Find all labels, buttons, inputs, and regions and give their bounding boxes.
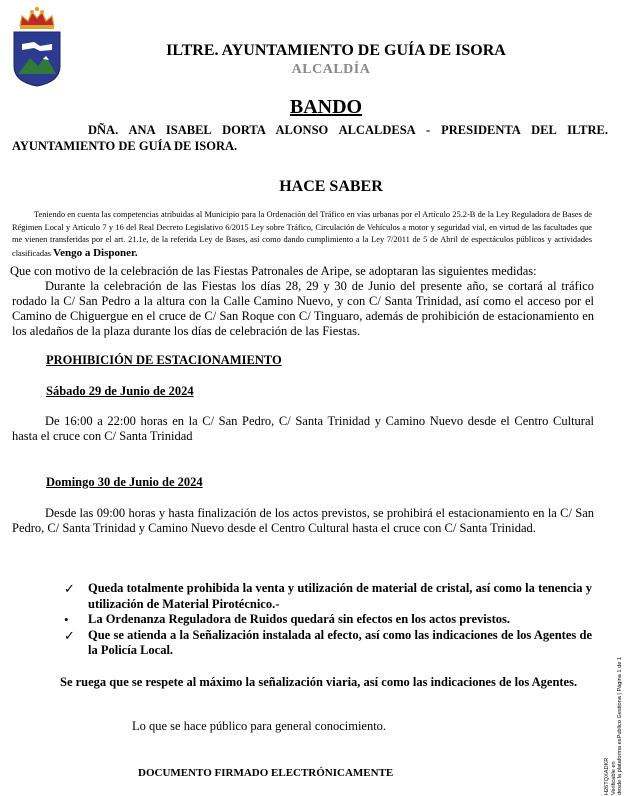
verification-code: H26TQXADKR xyxy=(604,757,610,795)
prohibition-heading: PROHIBICIÓN DE ESTACIONAMIENTO xyxy=(46,353,282,367)
measures-list xyxy=(64,581,592,659)
verification-platform: desde la plataforma esPublico Gestiona | Página 1 de 1 xyxy=(617,657,623,795)
sunday-paragraph: Desde las 09:00 horas y hasta finalización de los actos previstos, se prohibirá el estacionamiento en la C/ San Pedro, C/ Santa Trinidad y Camino Nuevo desde el Centro Cultural hasta el cruce con C/ Santa Trinidad. xyxy=(12,506,594,535)
issuer-line: DÑA. ANA ISABEL DORTA ALONSO ALCALDESA - PRESIDENTA DEL ILTRE. AYUNTAMIENTO DE GUÍA DE ISORA. xyxy=(12,123,608,153)
checkmark-icon: ✓ xyxy=(64,627,75,643)
list-item xyxy=(64,581,592,612)
page-title: ILTRE. AYUNTAMIENTO DE GUÍA DE ISORA xyxy=(166,42,506,59)
verification-line: Verificable en xyxy=(610,761,617,795)
saturday-heading: Sábado 29 de Junio de 2024 xyxy=(46,384,194,398)
list-item-text: Que se atienda a la Señalización instalada al efecto, así como las indicaciones de los Agentes de la Policía Local. xyxy=(88,627,592,657)
verification-sidebar xyxy=(604,555,630,795)
saturday-paragraph: De 16:00 a 22:00 horas en la C/ San Pedro, C/ Santa Trinidad y Camino Nuevo desde el Centro Cultural hasta el cruce con C/ Santa Trinidad xyxy=(12,414,594,443)
legal-basis-paragraph xyxy=(12,209,592,260)
vengo-a-disponer: Vengo a Disponer. xyxy=(53,246,138,259)
list-item-text: Queda totalmente prohibida la venta y utilización de material de cristal, así como la tenencia y utilización de Material Pirotécnico.- xyxy=(88,581,592,611)
bullet-icon: • xyxy=(64,612,69,627)
list-item xyxy=(64,612,592,628)
page-subtitle: ALCALDÍA xyxy=(291,62,371,77)
intro-paragraph: Que con motivo de la celebración de las Fiestas Patronales de Aripe, se adoptaran las siguientes medidas: xyxy=(10,264,537,278)
closing-line: Lo que se hace público para general conocimiento. xyxy=(132,719,387,733)
document-heading: BANDO xyxy=(289,96,363,118)
legal-basis-text: Teniendo en cuenta las competencias atribuidas al Municipio para la Ordenación del Tráfico en vías urbanas por el Artículo 25.2-B de la Ley Reguladora de Bases de Régimen Local y Artículo 7 y 16 del Real Decreto Legislativo 6/2015 Ley sobre Tráfico, Circulación de Vehículos a motor y seguridad vial, en virtud de las facultades que me vienen transferidas por el art. 21.1e, de la referida Ley de Bases, así como dando cumplimiento a la Ley 7/2011 de 5 de Abril de espectáculos públicos y actividades clasificadas xyxy=(12,210,592,258)
sunday-heading: Domingo 30 de Junio de 2024 xyxy=(46,475,203,489)
signature-line: DOCUMENTO FIRMADO ELECTRÓNICAMENTE xyxy=(138,767,394,779)
closure-paragraph: Durante la celebración de las Fiestas los días 28, 29 y 30 de Junio del presente año, se cortará al tráfico rodado la C/ San Pedro a la altura con la Calle Camino Nuevo, y con C/ Santa Trinidad, así como el acceso por el Camino de Chiguergue en el cruce de C/ San Roque con C/ Tinguaro, además de prohibición de estacionamiento en los aledaños de la plaza durante los días de celebración de las Fiestas. xyxy=(12,279,594,338)
verification-text xyxy=(604,555,624,795)
list-item xyxy=(64,628,592,659)
list-item-text: La Ordenanza Reguladora de Ruidos quedará sin efectos en los actos previstos. xyxy=(88,612,511,626)
checkmark-icon: ✓ xyxy=(64,581,75,596)
request-paragraph: Se ruega que se respete al máximo la señalización viaria, así como las indicaciones de los Agentes. xyxy=(60,675,578,689)
hace-saber-heading: HACE SABER xyxy=(279,178,383,195)
